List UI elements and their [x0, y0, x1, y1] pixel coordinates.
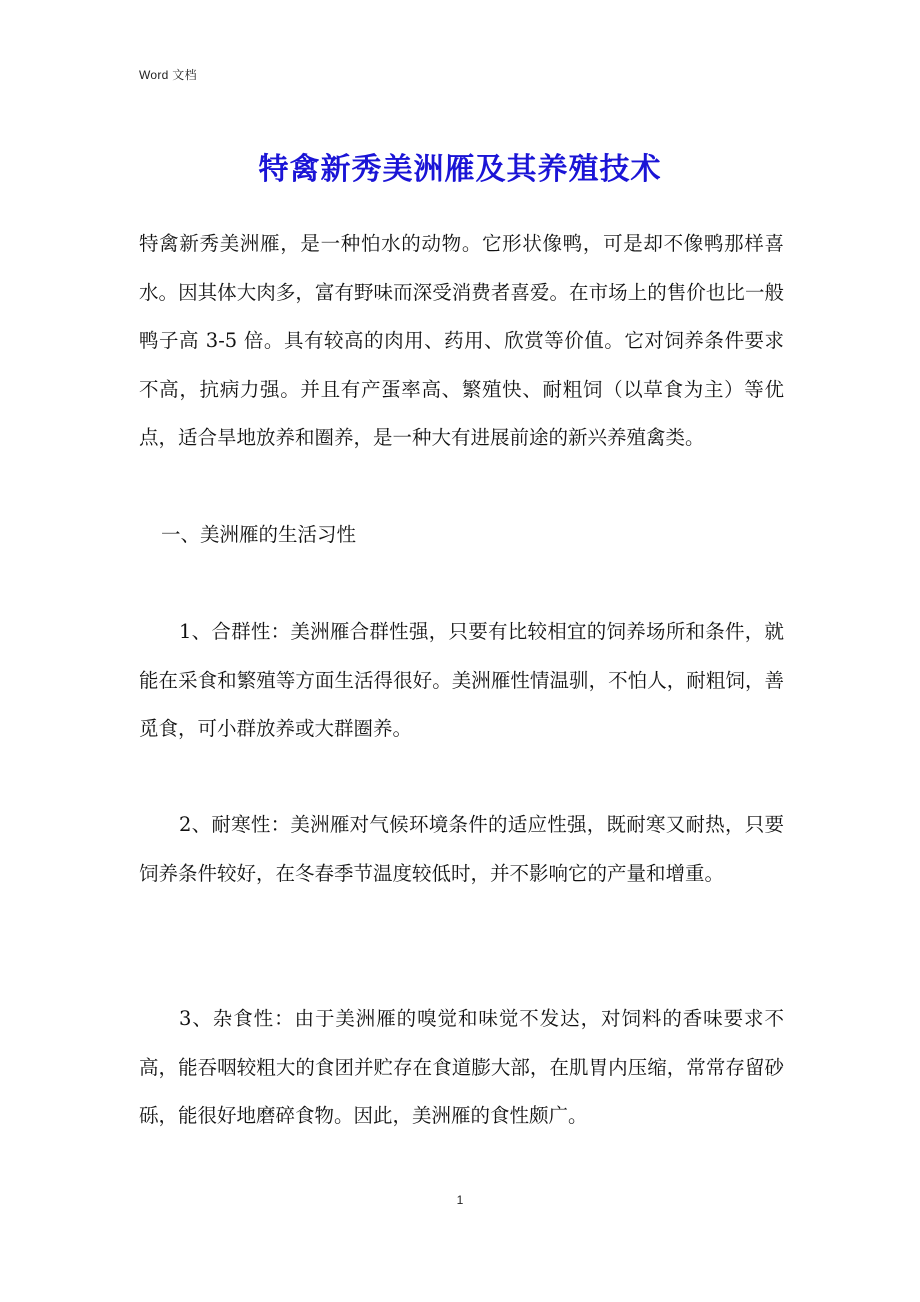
section-heading: 一、美洲雁的生活习性 — [161, 523, 357, 546]
document-header-label: Word 文档 — [139, 68, 197, 82]
document-title: 特禽新秀美洲雁及其养殖技术 — [258, 152, 662, 187]
paragraph-gregariousness: 1、合群性：美洲雁合群性强，只要有比较相宜的饲养场所和条件，就能在采食和繁殖等方面生活得很好。美洲雁性情温驯，不怕人，耐粗饲，善觅食，可小群放养或大群圈养。 — [139, 620, 784, 740]
page-number: 1 — [456, 1193, 464, 1207]
intro-paragraph: 特禽新秀美洲雁，是一种怕水的动物。它形状像鸭，可是却不像鸭那样喜水。因其体大肉多，富有野味而深受消费者喜爱。在市场上的售价也比一般鸭子高 3-5 倍。具有较高的肉用、药用、欣赏等价值。它对饲养条件要求不高，抗病力强。并且有产蛋率高、繁殖快、耐粗饲（以草食为主）等优点，适合旱地放养和圈养，是一种大有进展前途的新兴养殖禽类。 — [139, 232, 784, 449]
paragraph-cold-tolerance: 2、耐寒性：美洲雁对气候环境条件的适应性强，既耐寒又耐热，只要饲养条件较好，在冬春季节温度较低时，并不影响它的产量和增重。 — [139, 813, 784, 885]
paragraph-omnivory: 3、杂食性：由于美洲雁的嗅觉和味觉不发达，对饲料的香味要求不高，能吞咽较粗大的食团并贮存在食道膨大部，在肌胃内压缩，常常存留砂砾，能很好地磨碎食物。因此，美洲雁的食性颇广。 — [139, 1007, 784, 1127]
